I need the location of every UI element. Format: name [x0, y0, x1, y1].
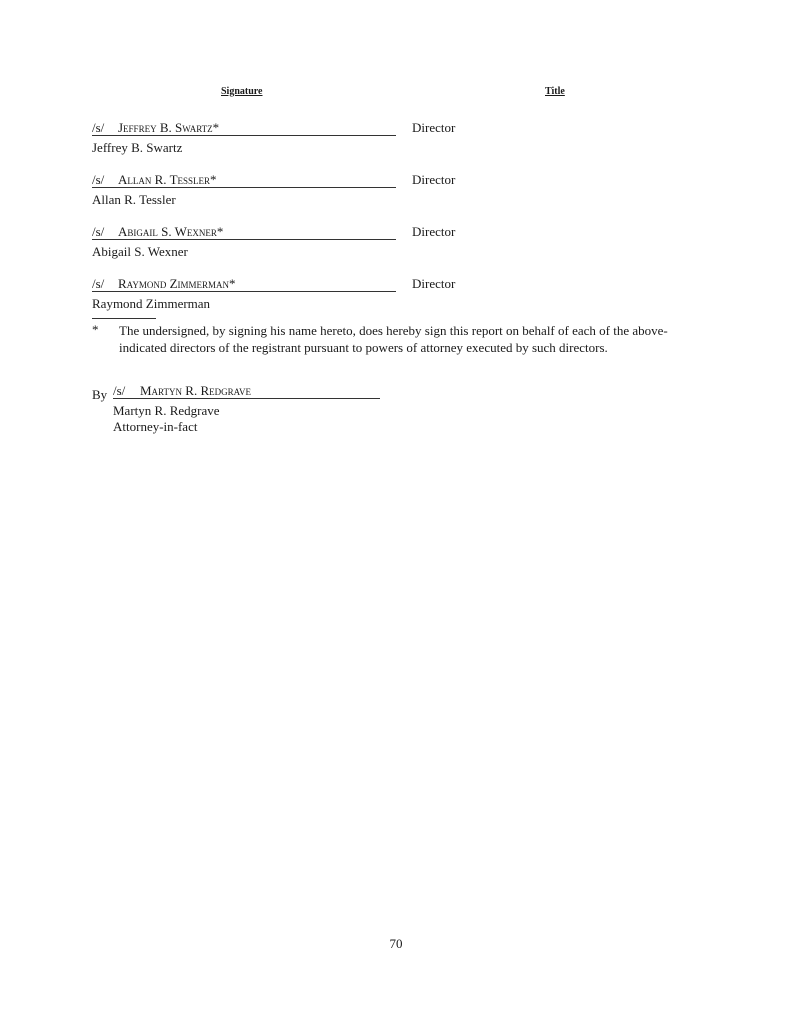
signature-name: Jeffrey B. Swartz*: [118, 120, 220, 135]
attorney-role: Attorney-in-fact: [113, 419, 198, 434]
signature-prefix: /s/: [92, 276, 105, 291]
signature-prefix: /s/: [92, 224, 105, 239]
footnote-text: The undersigned, by signing his name hereto, does hereby sign this report on behalf of each of the above-indicated directors of the registrant pursuant to powers of attorney executed by such directors.: [119, 323, 668, 355]
signer-name: Jeffrey B. Swartz: [92, 140, 183, 155]
signer-name: Allan R. Tessler: [92, 192, 176, 207]
signer-name: Abigail S. Wexner: [92, 244, 188, 259]
signer-name: Raymond Zimmerman: [92, 296, 211, 311]
signature-prefix: /s/: [92, 120, 105, 135]
signer-title: Director: [412, 172, 456, 187]
signature-name: Abigail S. Wexner*: [118, 224, 224, 239]
signature-prefix: /s/: [92, 172, 105, 187]
signer-title: Director: [412, 224, 456, 239]
attorney-signature-prefix: /s/: [113, 383, 126, 398]
footnote-marker: *: [92, 322, 99, 337]
signer-title: Director: [412, 276, 456, 291]
by-label: By: [92, 387, 108, 402]
signature-name: Raymond Zimmerman*: [118, 276, 236, 291]
attorney-name: Martyn R. Redgrave: [113, 403, 220, 418]
page-number: 70: [389, 936, 403, 951]
footnote-rule: [92, 318, 156, 319]
title-column-header: Title: [545, 86, 565, 97]
signature-column-header: Signature: [221, 86, 263, 97]
signer-title: Director: [412, 120, 456, 135]
attorney-signature-name: Martyn R. Redgrave: [140, 383, 251, 398]
signature-name: Allan R. Tessler*: [118, 172, 217, 187]
